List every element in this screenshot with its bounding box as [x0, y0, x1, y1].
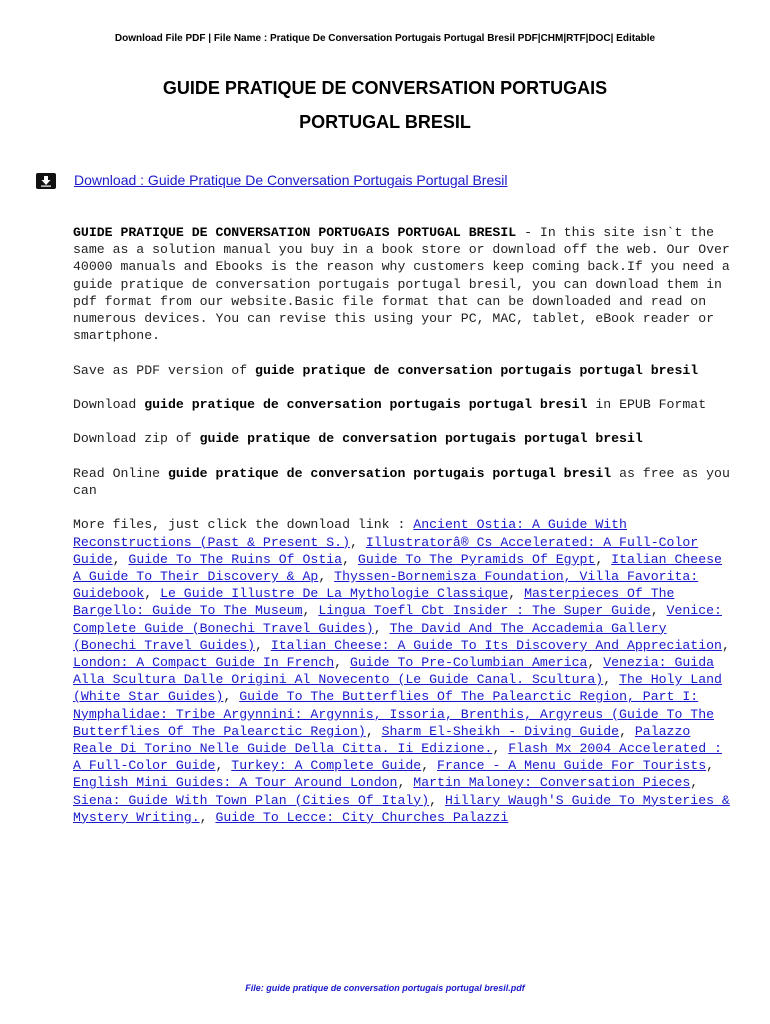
- online-prefix: Read Online: [73, 465, 168, 481]
- zip-bold: guide pratique de conversation portugais portugal bresil: [199, 431, 643, 447]
- more-file-link[interactable]: Martin Maloney: Conversation Pieces: [413, 775, 691, 791]
- download-icon[interactable]: [36, 173, 56, 189]
- more-file-link[interactable]: London: A Compact Guide In French: [73, 655, 335, 670]
- document-body: [73, 224, 733, 843]
- more-files-paragraph: More files, just click the download link : Ancient Ostia: A Guide With Reconstructions (Past & Present S.), Illustratorâ® Cs Accelerated: A Full-Color Guide, Guide To The Ruins Of Ostia, Guide To The Pyramids Of Egypt, Italian Cheese A Guide To Their Discovery & Ap, Thyssen-Bornemisza Foundation, Villa Favorita: Guidebook, Le Guide Illustre De La Mythologie Classique, Masterpieces Of The Bargello: Guide To The Museum, Lingua Toefl Cbt Insider : The Super Guide, Venice: Complete Guide (Bonechi Travel Guides), The David And The Accademia Gallery (Bonechi Travel Guides), Italian Cheese: A Guide To Its Discovery And Appreciation, London: A Compact Guide In French, Guide To Pre-Columbian America, Venezia: Guida Alla Scultura Dalle Origini Al Novecento (Le Guide Canal. Scultura), The Holy Land (White Star Guides), Guide To The Butterflies Of The Palearctic Region, Part I: Nymphalidae: Tribe Argynnini: Argynnis, Issoria, Brenthis, Argyreus (Guide To The Butterflies Of The Palearctic Region), Sharm El-Sheikh - Diving Guide, Palazzo Reale Di Torino Nelle Guide Della Citta. Ii Edizione., Flash Mx 2004 Accelerated : A Full-Color Guide, Turkey: A Complete Guide, France - A Menu Guide For Tourists, English Mini Guides: A Tour Around London, Martin Maloney: Conversation Pieces, Siena: Guide With Town Plan (Cities Of Italy), Hillary Waugh'S Guide To Mysteries & Mystery Writing., Guide To Lecce: City Churches Palazzi: [73, 517, 730, 825]
- more-file-link[interactable]: Venezia: Guida Alla Scultura Dalle Origini Al Novecento (Le Guide Canal. Scultura): [73, 655, 715, 688]
- epub-suffix: in EPUB Format: [587, 397, 707, 412]
- save-pdf-prefix: Save as PDF version of: [73, 362, 256, 378]
- zip-paragraph: [73, 430, 733, 447]
- save-pdf-paragraph: [73, 362, 733, 379]
- save-pdf-bold: guide pratique de conversation portugais portugal bresil: [255, 362, 699, 378]
- online-suffix: as free as you can: [73, 465, 730, 498]
- more-file-link[interactable]: Illustratorâ® Cs Accelerated: A Full-Color Guide: [73, 534, 699, 567]
- more-file-link[interactable]: Thyssen-Bornemisza Foundation, Villa Favorita: Guidebook: [73, 568, 699, 602]
- more-file-link[interactable]: Hillary Waugh'S Guide To Mysteries & Mystery Writing.: [73, 792, 730, 825]
- document-title-line-2: PORTUGAL BRESIL: [299, 112, 471, 132]
- more-file-link[interactable]: France - A Menu Guide For Tourists: [437, 758, 707, 774]
- more-file-link[interactable]: Guide To The Pyramids Of Egypt: [357, 551, 596, 567]
- more-file-link[interactable]: Italian Cheese A Guide To Their Discovery & Ap: [73, 551, 722, 584]
- more-file-link[interactable]: Palazzo Reale Di Torino Nelle Guide Della Citta. Ii Edizione.: [73, 723, 691, 757]
- more-file-link[interactable]: Guide To Lecce: City Churches Palazzi: [215, 809, 509, 825]
- more-file-link[interactable]: Italian Cheese: A Guide To Its Discovery And Appreciation: [270, 637, 722, 653]
- more-file-link[interactable]: Le Guide Illustre De La Mythologie Classique: [160, 586, 509, 602]
- online-bold: guide pratique de conversation portugais portugal bresil: [167, 465, 612, 481]
- page-footer: File: guide pratique de conversation portugais portugal bresil.pdf: [245, 983, 525, 993]
- download-row: [36, 172, 736, 194]
- more-file-link[interactable]: Siena: Guide With Town Plan (Cities Of Italy): [73, 792, 430, 808]
- more-file-link[interactable]: Turkey: A Complete Guide: [231, 758, 422, 774]
- page-header: Download File PDF | File Name : Pratique De Conversation Portugais Portugal Bresil PDF|CHM|RTF|DOC| Editable: [114, 33, 656, 44]
- more-file-link[interactable]: The Holy Land (White Star Guides): [73, 672, 722, 705]
- more-file-link[interactable]: The David And The Accademia Gallery (Bonechi Travel Guides): [73, 620, 667, 653]
- online-paragraph: [73, 465, 733, 499]
- epub-bold: guide pratique de conversation portugais portugal bresil: [144, 397, 588, 412]
- more-file-link[interactable]: Sharm El-Sheikh - Diving Guide: [381, 723, 620, 739]
- epub-paragraph: [73, 396, 733, 413]
- more-file-link[interactable]: Ancient Ostia: A Guide With Reconstructions (Past & Present S.): [73, 517, 627, 550]
- more-files-label: More files, just click the download link :: [73, 517, 414, 533]
- intro-text: - In this site isn`t the same as a solution manual you buy in a book store or download off the web. Our Over 40000 manuals and Ebooks is the reason why customers keep coming back.If you need a guide pratique de conversation portugais portugal bresil, you can download them in pdf format from our website.Basic file format that can be downloaded and read on numerous devices. You can revise this using your PC, MAC, tablet, eBook reader or smartphone.: [73, 225, 730, 344]
- more-file-link[interactable]: Flash Mx 2004 Accelerated : A Full-Color Guide: [73, 741, 722, 774]
- more-file-link[interactable]: Masterpieces Of The Bargello: Guide To The Museum: [73, 586, 675, 619]
- intro-bold-title: GUIDE PRATIQUE DE CONVERSATION PORTUGAIS PORTUGAL BRESIL: [73, 225, 517, 240]
- more-file-link[interactable]: Lingua Toefl Cbt Insider : The Super Guide: [318, 603, 651, 619]
- more-file-link[interactable]: Guide To The Ruins Of Ostia: [128, 551, 343, 567]
- epub-prefix: Download: [73, 397, 145, 412]
- more-file-link[interactable]: Guide To Pre-Columbian America: [349, 655, 588, 670]
- document-title-line-1: GUIDE PRATIQUE DE CONVERSATION PORTUGAIS: [162, 78, 608, 98]
- download-link[interactable]: Download : Guide Pratique De Conversation Portugais Portugal Bresil: [74, 172, 508, 188]
- more-file-link[interactable]: Guide To The Butterflies Of The Palearctic Region, Part I: Nymphalidae: Tribe Argynnini: Argynnis, Issoria, Brenthis, Argyreus (Guide To The Butterflies Of The Palearctic Region): [73, 689, 715, 739]
- intro-paragraph: [73, 224, 733, 344]
- zip-prefix: Download zip of: [73, 431, 200, 447]
- more-file-link[interactable]: English Mini Guides: A Tour Around London: [73, 775, 398, 791]
- more-file-link[interactable]: Venice: Complete Guide (Bonechi Travel Guides): [73, 603, 722, 636]
